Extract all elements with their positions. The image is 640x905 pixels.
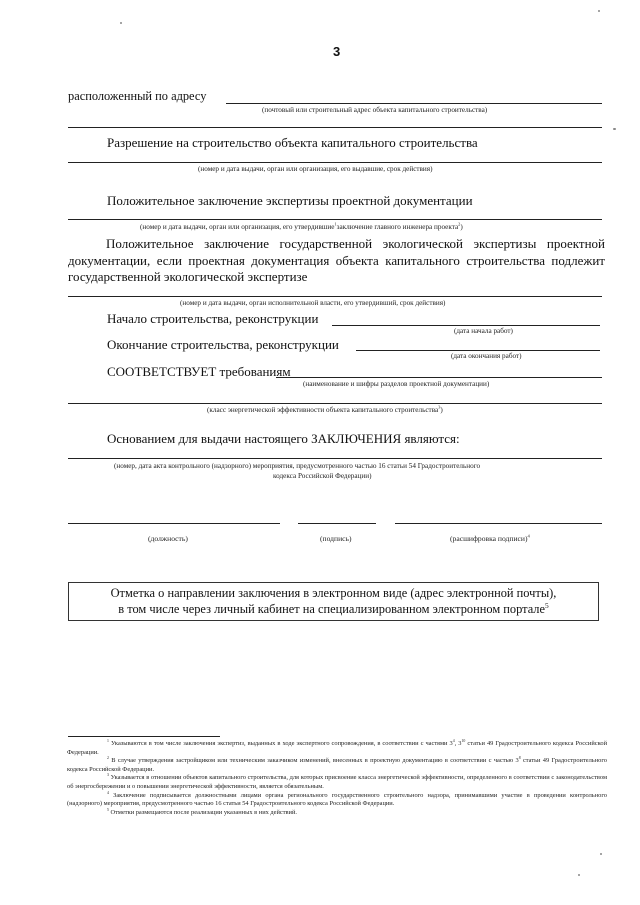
expertise-caption-a: (номер и дата выдачи, орган или организация, его утвердившие: [140, 223, 335, 231]
energy-caption-text: (класс энергетической эффективности объекта капитального строительства: [207, 406, 439, 414]
permit-line: [68, 162, 602, 163]
footnote-2: [67, 757, 607, 774]
footnote-2-text-a: В случае утверждения застройщиком или техническим заказчиком изменений, внесенных в проектную документацию в соответствии с частью 3: [108, 757, 519, 765]
footnote-2-sup: 8: [518, 756, 521, 761]
basis-heading: Основанием для выдачи настоящего ЗАКЛЮЧЕНИЯ являются:: [107, 431, 460, 446]
footnote-3: [67, 774, 607, 791]
page-number: 3: [333, 44, 341, 59]
scan-speck: [613, 128, 616, 130]
footnote-1-text-c: статьи 49 Градостроительного кодекса Российской Федерации.: [67, 740, 608, 756]
footnote-4-text: Заключение подписывается должностными лицами органа регионального государственного строительного надзора, принимавшими участие в проведении контрольного (надзорного) мероприятия, предусмотренного частью 16 статьи 54 Градостроительного кодекса Российской Федерации.: [67, 791, 607, 808]
footnote-ref-1: 1: [334, 221, 337, 227]
eco-caption: (номер и дата выдачи, орган исполнительной власти, его утвердивший, срок действия): [180, 299, 446, 307]
decoding-caption-text: (расшифровка подписи): [450, 534, 528, 543]
address-line: [226, 103, 602, 104]
footnotes: [67, 740, 607, 817]
footnote-4-number: 4: [107, 790, 109, 795]
start-line: [332, 325, 600, 326]
decoding-caption: [450, 534, 530, 543]
footnote-5-text: Отметки размещаются после реализации указанных в них действий.: [108, 808, 297, 816]
footnote-1: [67, 740, 607, 757]
basis-line: [68, 458, 602, 459]
address-caption: (почтовый или строительный адрес объекта капитального строительства): [262, 106, 488, 114]
end-label: Окончание строительства, реконструкции: [107, 337, 339, 352]
complies-label: СООТВЕТСТВУЕТ требованиям: [107, 364, 291, 379]
eco-expertise-text: Положительное заключение государственной экологической экспертизы проектной документации, если проектная документация объекта капитального строительства подлежит государственной экологической экспертизе: [68, 236, 605, 284]
expertise-heading: Положительное заключение экспертизы проектной документации: [107, 193, 473, 208]
footnote-separator: [68, 736, 220, 737]
scan-speck: [598, 10, 600, 12]
permit-heading: Разрешение на строительство объекта капитального строительства: [107, 135, 478, 150]
electronic-notice-line-2-wrap: [69, 602, 598, 618]
position-line: [68, 523, 280, 524]
eco-line: [68, 296, 602, 297]
address-line-2: [68, 127, 602, 128]
footnote-1-sup-b: 10: [461, 738, 466, 743]
address-label: расположенный по адресу: [68, 89, 207, 103]
signature-line: [298, 523, 376, 524]
footnote-1-number: 1: [107, 738, 109, 743]
expertise-caption-b: заключение главного инженера проекта: [336, 223, 459, 231]
scan-speck: [120, 22, 122, 24]
footnote-ref-4: 4: [527, 533, 530, 539]
footnote-ref-5: 5: [545, 600, 549, 610]
scan-speck: [600, 853, 602, 855]
footnote-1-sup-a: 4: [452, 738, 455, 743]
basis-caption-1: (номер, дата акта контрольного (надзорного) мероприятия, предусмотренного частью 16 статьи 54 Градостроительного: [114, 462, 481, 470]
footnote-5: [67, 809, 607, 818]
end-caption: (дата окончания работ): [451, 352, 522, 360]
scan-speck: [578, 874, 580, 876]
footnote-ref-3: 3: [438, 404, 441, 410]
energy-caption: (класс энергетической эффективности объекта капитального строительства$^3$): [207, 404, 443, 414]
basis-caption-2: кодекса Российской Федерации): [273, 472, 372, 480]
footnote-2-text-b: статьи 49 Градостроительного кодекса Российской Федерации.: [67, 757, 607, 773]
footnote-3-text: Указывается в отношении объектов капитального строительства, для которых присвоение класса энергетической эффективности, определенного в соответствии с законодательством об энергосбережении и о повышении энергетической эффективности, является обязательным.: [67, 774, 607, 790]
electronic-notice-line-2: в том числе через личный кабинет на специализированном электронном портале: [118, 601, 545, 616]
electronic-notice-line-1: Отметка о направлении заключения в электронном виде (адрес электронной почты),: [110, 586, 557, 600]
footnote-4: [67, 792, 607, 809]
complies-caption: (наименование и шифры разделов проектной документации): [303, 380, 490, 388]
decoding-line: [395, 523, 602, 524]
footnote-ref-2: 2: [458, 221, 461, 227]
energy-line: [68, 403, 602, 404]
position-caption: (должность): [148, 534, 188, 543]
complies-line: [276, 377, 602, 378]
footnote-2-number: 2: [107, 756, 109, 761]
footnote-1-text-b: , 3: [454, 740, 462, 747]
footnote-1-text-a: Указываются в том числе заключения экспертиз, выданных в ходе экспертного сопровождения, в соответствии с частями 3: [108, 740, 453, 747]
electronic-notice-box: [68, 582, 599, 621]
end-line: [356, 350, 600, 351]
footnote-5-number: 5: [107, 807, 109, 812]
expertise-caption: (номер и дата выдачи, орган или организация, его утвердившие$^1$заключение главного инженера проекта$^2$): [140, 221, 463, 231]
expertise-line: [68, 219, 602, 220]
footnote-3-number: 3: [107, 773, 109, 778]
signature-caption: (подпись): [320, 534, 352, 543]
permit-caption: (номер и дата выдачи, орган или организация, его выдавшие, срок действия): [198, 165, 433, 173]
start-label: Начало строительства, реконструкции: [107, 311, 319, 326]
start-caption: (дата начала работ): [454, 327, 513, 335]
